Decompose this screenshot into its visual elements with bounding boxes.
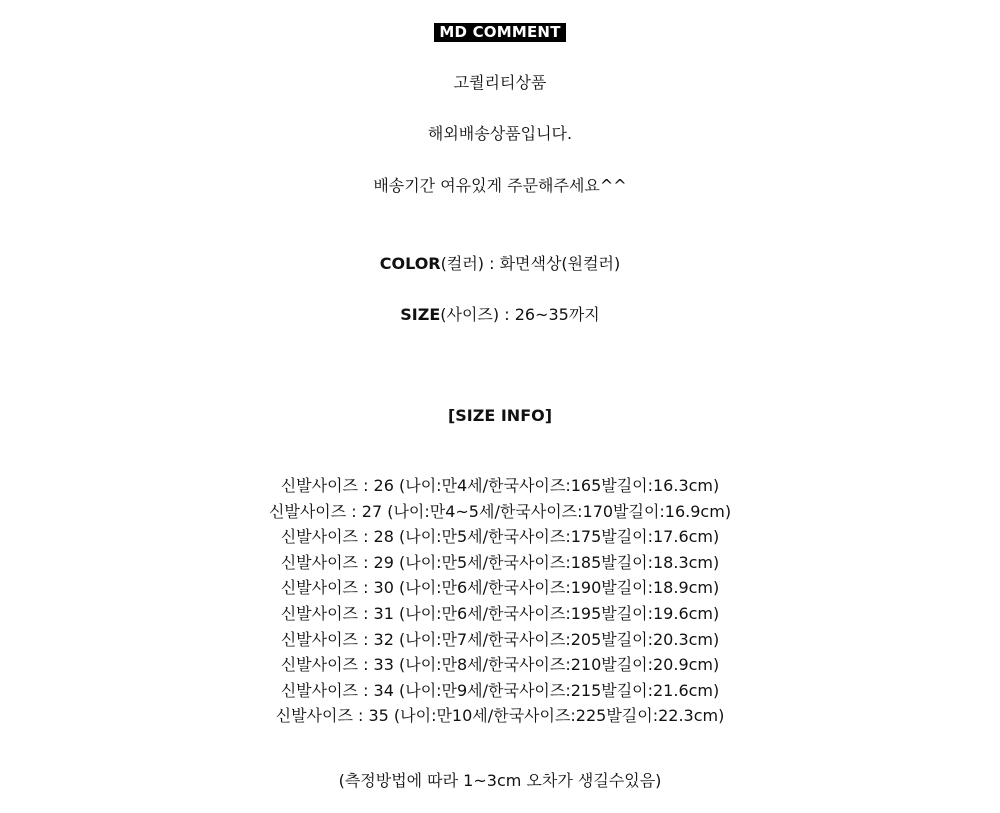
size-row: 신발사이즈 : 30 (나이:만6세/한국사이즈:190발길이:18.9cm) bbox=[280, 578, 720, 598]
md-comment-title: MD COMMENT bbox=[434, 23, 565, 42]
size-spec-value: (사이즈) : 26~35까지 bbox=[440, 305, 600, 324]
md-comment-header bbox=[0, 22, 1000, 42]
size-row: 신발사이즈 : 27 (나이:만4~5세/한국사이즈:170발길이:16.9cm) bbox=[268, 501, 732, 521]
size-row: 신발사이즈 : 26 (나이:만4세/한국사이즈:165발길이:16.3cm) bbox=[280, 476, 720, 495]
size-spec bbox=[0, 305, 1000, 325]
color-spec-key: COLOR bbox=[379, 254, 441, 273]
size-info-list bbox=[0, 476, 1000, 732]
size-row: 신발사이즈 : 33 (나이:만8세/한국사이즈:210발길이:20.9cm) bbox=[280, 655, 720, 675]
size-row: 신발사이즈 : 32 (나이:만7세/한국사이즈:205발길이:20.3cm) bbox=[280, 629, 720, 649]
size-info-heading: [SIZE INFO] bbox=[447, 406, 553, 425]
comment-line-shipping: 배송기간 여유있게 주문해주세요^^ bbox=[373, 176, 627, 195]
size-spec-key: SIZE bbox=[400, 305, 441, 324]
size-row: 신발사이즈 : 35 (나이:만10세/한국사이즈:225발길이:22.3cm) bbox=[275, 706, 725, 726]
size-row: 신발사이즈 : 31 (나이:만6세/한국사이즈:195발길이:19.6cm) bbox=[280, 603, 720, 623]
color-spec bbox=[0, 254, 1000, 274]
color-spec-value: (컬러) : 화면색상(원컬러) bbox=[440, 254, 621, 273]
measurement-note: (측정방법에 따라 1~3cm 오차가 생길수있음) bbox=[338, 771, 662, 790]
comment-line-quality: 고퀄리티상품 bbox=[453, 73, 547, 92]
size-row: 신발사이즈 : 34 (나이:만9세/한국사이즈:215발길이:21.6cm) bbox=[280, 680, 720, 700]
size-row: 신발사이즈 : 29 (나이:만5세/한국사이즈:185발길이:18.3cm) bbox=[280, 552, 720, 572]
comment-line-overseas: 해외배송상품입니다. bbox=[427, 124, 573, 143]
size-row: 신발사이즈 : 28 (나이:만5세/한국사이즈:175발길이:17.6cm) bbox=[280, 527, 720, 547]
